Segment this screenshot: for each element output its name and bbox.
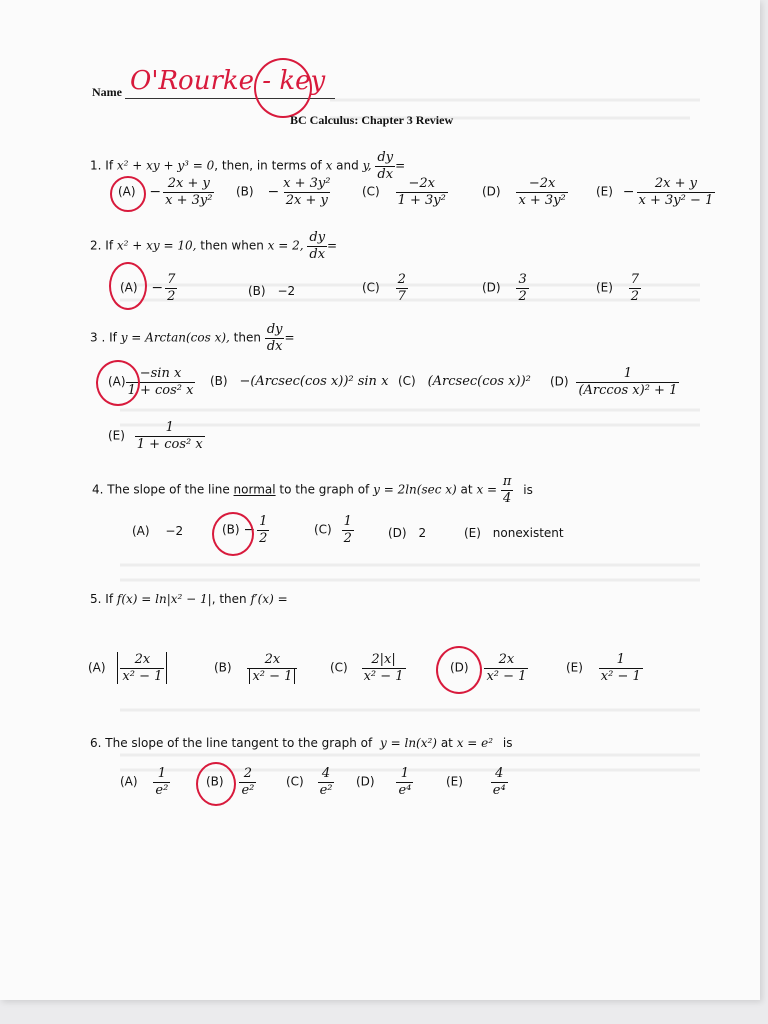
q1-text: , then, in terms of (214, 158, 322, 173)
q6-is: is (502, 736, 513, 750)
q3-answer-circle (96, 360, 140, 406)
question-2 (90, 230, 337, 262)
q1-equation: x² + xy + y³ = 0 (116, 158, 215, 173)
q4-at: at (460, 482, 473, 497)
q1-option-a[interactable]: (A) − $\frac{2x + y}{\text{x + 3y²}}$ (118, 176, 213, 208)
q3-equals: = (284, 330, 295, 345)
q1-number: 1. (90, 158, 102, 173)
q4-option-d[interactable]: (D) 2 (388, 526, 427, 540)
q3-option-a[interactable]: (A) $\frac{\text{−sin x}}{\text{1 + cos² x}}$ (108, 366, 194, 398)
q4-number: 4. (92, 482, 104, 497)
q5-option-a[interactable]: (A) $\frac{2x}{\text{x² − 1}}$ (88, 652, 167, 684)
q5-option-b[interactable]: (B) $\frac{2x}{\text{x² − 1}}$ (214, 652, 297, 684)
q3-option-e[interactable]: (E) $\frac{1}{\text{1 + cos² x}}$ (108, 420, 203, 452)
q6-answer-circle (196, 762, 236, 806)
key-circle-mark (254, 58, 312, 118)
q4-answer-circle (212, 512, 254, 556)
q4-condition: x = (476, 482, 498, 497)
q3-text: then (233, 330, 261, 345)
q2-option-a[interactable]: (A) − $\frac{7}{2}$ (120, 272, 176, 304)
q4-is: is (523, 482, 533, 497)
q1-equals: = (395, 158, 406, 173)
q4-pi-over-4: $\frac{\pi}{4}$ (502, 474, 512, 506)
q4-option-a[interactable]: (A) −2 (132, 524, 184, 538)
page-title: BC Calculus: Chapter 3 Review (290, 113, 454, 127)
q6-number: 6. (90, 736, 102, 750)
q3-equation: y = Arctan(cos x), (120, 330, 230, 345)
q5-number: 5. (90, 592, 102, 606)
q6-text: The slope of the line tangent to the graph of (105, 736, 373, 750)
question-3 (90, 322, 295, 354)
q2-option-c[interactable]: (C) $\frac{2}{7}$ (362, 272, 406, 304)
q4-option-c[interactable]: (C) $\frac{1}{2}$ (314, 514, 352, 546)
q1-if: If (105, 158, 114, 173)
q2-condition: x = 2, (267, 238, 304, 253)
q3-option-b[interactable]: (B) −(Arcsec(cos x))² sin x (210, 374, 389, 389)
q6-equation: y = ln(x²) (380, 736, 437, 750)
q1-var-x: x (325, 158, 333, 173)
q2-option-b[interactable]: (B) −2 (248, 284, 296, 298)
q4-option-e[interactable]: (E) nonexistent (464, 526, 564, 540)
q2-number: 2. (90, 238, 102, 253)
q3-derivative: $\frac{dy}{dx}$ (266, 322, 283, 354)
q4-option-b[interactable]: (B) − $\frac{1}{2}$ (222, 514, 268, 546)
q2-equation: x² + xy = 10, (116, 238, 197, 253)
q1-answer-circle (110, 176, 146, 212)
q2-option-d[interactable]: (D) $\frac{3}{2}$ (482, 272, 527, 304)
q5-option-e[interactable]: (E) $\frac{1}{\text{x² − 1}}$ (566, 652, 641, 684)
q4-text-2: to the graph of (279, 482, 370, 497)
q5-target: f′(x) = (250, 592, 288, 606)
q1-derivative: $\frac{dy}{dx}$ (377, 150, 394, 182)
q5-if: If (105, 592, 114, 606)
q6-at: at (440, 736, 453, 750)
q5-option-d[interactable]: (D) $\frac{2x}{\text{x² − 1}}$ (450, 652, 527, 684)
q4-text: The slope of the line (107, 482, 230, 497)
q6-option-a[interactable]: (A) $\frac{1}{\text{e²}}$ (120, 766, 169, 798)
q1-var-y: y, (362, 158, 372, 173)
q1-option-c[interactable]: (C) $\frac{-2x}{\text{1 + 3y²}}$ (362, 176, 446, 208)
q6-option-d[interactable]: (D) $\frac{1}{\text{e⁴}}$ (356, 766, 412, 798)
question-6 (90, 736, 513, 750)
q2-equals: = (327, 238, 338, 253)
q1-option-e[interactable]: (E) − $\frac{2x + y}{\text{x + 3y² − 1}}$ (596, 176, 714, 208)
handwritten-name: O'Rourke - key (130, 66, 326, 96)
q2-if: If (105, 238, 114, 253)
q3-number: 3 . (90, 330, 106, 345)
q2-text: then when (200, 238, 264, 253)
q2-answer-circle (109, 262, 147, 310)
q6-option-e[interactable]: (E) $\frac{4}{\text{e⁴}}$ (446, 766, 506, 798)
q5-equation: f(x) = ln|x² − 1| (116, 592, 212, 606)
question-5 (90, 592, 288, 606)
q6-option-c[interactable]: (C) $\frac{4}{\text{e²}}$ (286, 766, 333, 798)
question-4 (92, 474, 533, 506)
q3-option-d[interactable]: (D) $\frac{1}{\text{(Arccos x)² + 1}}$ (550, 366, 678, 398)
q1-and: and (336, 158, 359, 173)
q3-if: If (109, 330, 117, 345)
q5-text: , then (211, 592, 247, 606)
q6-condition: x = e² (456, 736, 494, 750)
q2-option-e[interactable]: (E) $\frac{7}{2}$ (596, 272, 640, 304)
q4-equation: y = 2ln(sec x) (373, 482, 457, 497)
q5-answer-circle (436, 646, 482, 694)
q6-option-b[interactable]: (B) $\frac{2}{\text{e²}}$ (206, 766, 255, 798)
q1-option-b[interactable]: (B) − $\frac{\text{x + 3y²}}{2x + y}$ (236, 176, 331, 208)
q4-underlined-word: normal (233, 482, 276, 497)
q1-option-d[interactable]: (D) $\frac{-2x}{\text{x + 3y²}}$ (482, 176, 566, 208)
name-label: Name (92, 85, 122, 99)
q3-option-c[interactable]: (C) (Arcsec(cos x))² (398, 374, 531, 389)
q5-option-c[interactable]: (C) $\frac{2|x|}{\text{x² − 1}}$ (330, 652, 404, 684)
q2-derivative: $\frac{dy}{dx}$ (309, 230, 326, 262)
